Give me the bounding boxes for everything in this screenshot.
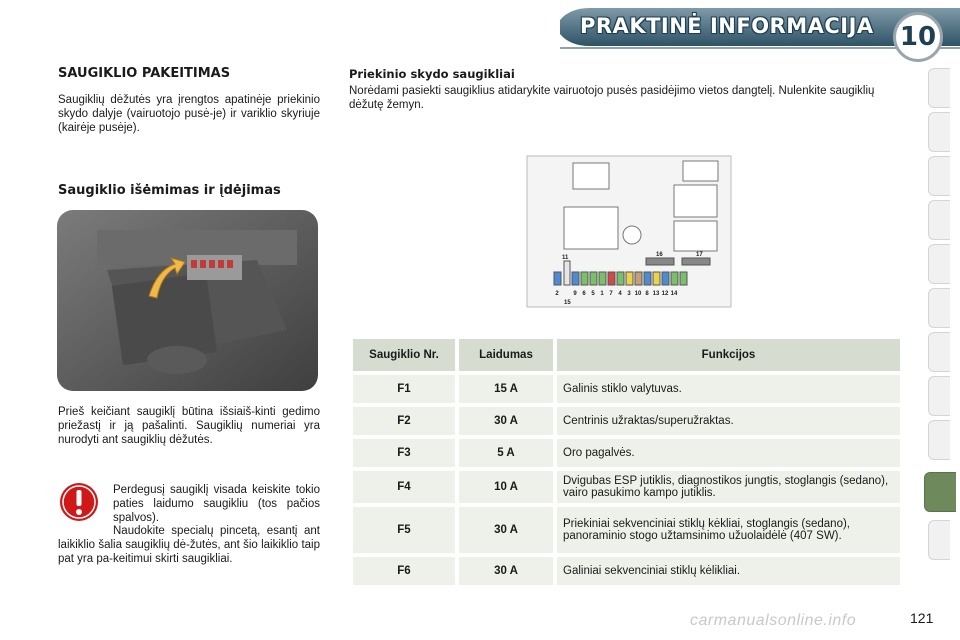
table-row bbox=[353, 375, 900, 403]
fuse-rating: 30 A bbox=[459, 407, 553, 435]
fuse-label: 12 bbox=[661, 291, 669, 297]
fuse-table bbox=[349, 335, 904, 589]
warning-paragraph: Perdegusį saugiklį visada keiskite tokio paties laidumo saugikliu (tos pačios spalvos). bbox=[113, 484, 320, 524]
table-row bbox=[353, 507, 900, 553]
fuse-function: Galiniai sekvenciniai stiklų kėlikliai. bbox=[557, 557, 900, 585]
chapter-number-badge: 10 bbox=[893, 12, 943, 62]
side-tab[interactable] bbox=[928, 376, 950, 416]
chapter-title: PRAKTINĖ INFORMACIJA bbox=[580, 14, 874, 38]
fuse-number: F6 bbox=[353, 557, 455, 585]
side-tab[interactable] bbox=[928, 420, 950, 460]
column-header: Saugiklio Nr. bbox=[353, 339, 455, 371]
side-tab[interactable] bbox=[928, 288, 950, 328]
exclamation-icon bbox=[58, 481, 100, 523]
table-row bbox=[353, 439, 900, 467]
fuse-label: 5 bbox=[591, 291, 595, 297]
fuse-label: 13 bbox=[652, 291, 660, 297]
side-tab[interactable] bbox=[928, 156, 950, 196]
fuse-label: 14 bbox=[670, 291, 678, 297]
fuse-label: 1 bbox=[600, 291, 604, 297]
side-tab[interactable] bbox=[928, 112, 950, 152]
fuse-label: 9 bbox=[573, 291, 577, 297]
fuse-number: F1 bbox=[353, 375, 455, 403]
diagram-label-11: 11 bbox=[562, 255, 569, 261]
side-tab[interactable] bbox=[928, 244, 950, 284]
fuse-rating: 30 A bbox=[459, 507, 553, 553]
side-tab-active[interactable] bbox=[924, 472, 956, 512]
side-tab[interactable] bbox=[928, 520, 950, 560]
fuse-number: F3 bbox=[353, 439, 455, 467]
intro-paragraph: Norėdami pasiekti saugiklius atidarykite vairuotojo pusės pasidėjimo vietos dangtelį. Nulenkite saugiklių dėžutę žemyn. bbox=[349, 85, 875, 111]
fuse-rating: 15 A bbox=[459, 375, 553, 403]
fuse-rating: 30 A bbox=[459, 557, 553, 585]
fuse-number: F4 bbox=[353, 471, 455, 503]
table-row bbox=[353, 471, 900, 503]
fuse-number: F5 bbox=[353, 507, 455, 553]
section-title: SAUGIKLIO PAKEITIMAS bbox=[58, 66, 231, 81]
fuse-box-diagram bbox=[526, 155, 732, 308]
diagram-label-15: 15 bbox=[564, 300, 571, 306]
fuse-function: Oro pagalvės. bbox=[557, 439, 900, 467]
fuse-label: 8 bbox=[645, 291, 649, 297]
subsection-title: Saugiklio išėmimas ir įdėjimas bbox=[58, 183, 281, 198]
subsection-title: Priekinio skydo saugikliai bbox=[349, 67, 515, 81]
fuse-box-photo bbox=[57, 210, 318, 391]
watermark: carmanualsonline.info bbox=[690, 612, 857, 629]
side-tab[interactable] bbox=[928, 332, 950, 372]
intro-paragraph: Saugiklių dėžutės yra įrengtos apatinėje priekinio skydo dalyje (vairuotojo pusė-je) ir variklio skyriuje (kairėje pusėje). bbox=[58, 94, 320, 134]
table-header-row bbox=[353, 339, 900, 371]
column-header: Laidumas bbox=[459, 339, 553, 371]
fuse-label: 2 bbox=[555, 291, 559, 297]
fuse-number: F2 bbox=[353, 407, 455, 435]
fuse-function: Priekiniai sekvenciniai stiklų kėkliai, stoglangis (sedano), panoraminio stogo užtamsinimo užuolaidėlė (407 SW). bbox=[557, 507, 900, 553]
table-row bbox=[353, 407, 900, 435]
column-header: Funkcijos bbox=[557, 339, 900, 371]
fuse-function: Dvigubas ESP jutiklis, diagnostikos jungtis, stoglangis (sedano), vairo pasukimo kampo jutiklis. bbox=[557, 471, 900, 503]
diagram-label-16: 16 bbox=[656, 252, 663, 258]
warning-paragraph: Naudokite specialų pincetą, esantį ant laikiklio šalia saugiklių dė-žutės, ant šio laikiklio taip pat yra pa-keitimui skirti saugikliai. bbox=[58, 525, 320, 565]
fuse-rating: 5 A bbox=[459, 439, 553, 467]
fuse-label: 6 bbox=[582, 291, 586, 297]
side-tabs bbox=[928, 68, 960, 578]
fuse-rating: 10 A bbox=[459, 471, 553, 503]
fuse-label: 7 bbox=[609, 291, 613, 297]
note-paragraph: Prieš keičiant saugiklį būtina išsiaiš-kinti gedimo priežastį ir ją pašalinti. Saugiklių numeriai yra nurodyti ant saugiklių dėžutės. bbox=[58, 406, 320, 446]
fuse-function: Centrinis užraktas/superužraktas. bbox=[557, 407, 900, 435]
diagram-label-17: 17 bbox=[696, 252, 703, 258]
fuse-label: 10 bbox=[634, 291, 642, 297]
table-row bbox=[353, 557, 900, 585]
side-tab[interactable] bbox=[928, 68, 950, 108]
fuse-label: 3 bbox=[627, 291, 631, 297]
fuse-label: 4 bbox=[618, 291, 622, 297]
side-tab[interactable] bbox=[928, 200, 950, 240]
page-number: 121 bbox=[910, 610, 934, 626]
fuse-function: Galinis stiklo valytuvas. bbox=[557, 375, 900, 403]
